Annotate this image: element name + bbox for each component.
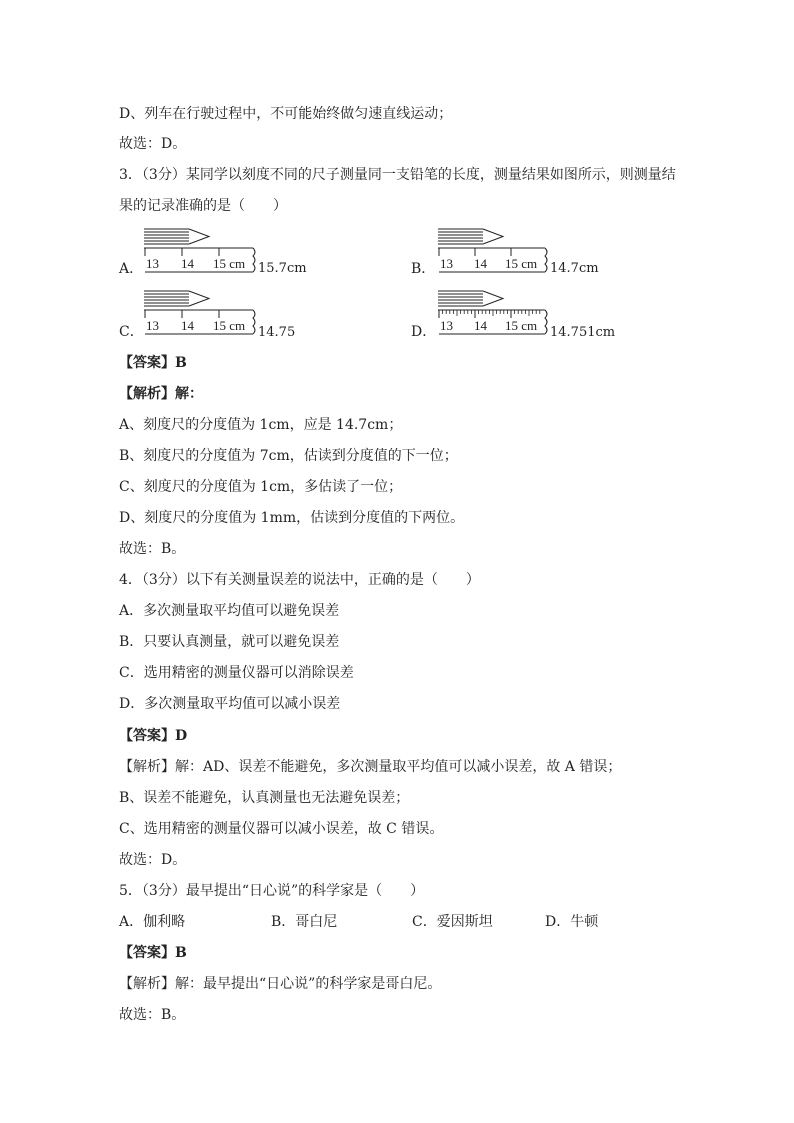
fine-tick-marks: [439, 310, 540, 318]
tick-label: 13: [440, 256, 453, 271]
text-line: D、列车在行驶过程中，不可能始终做匀速直线运动；: [119, 106, 453, 122]
text-line: 故选：D。: [119, 136, 187, 152]
tick-label: 15 cm: [213, 318, 246, 333]
ruler-diagram: [435, 226, 560, 274]
question-3-stem: 3．（3分）某同学以刻度不同的尺子测量同一支铅笔的长度，测量结果如图所示，则测量结: [119, 167, 676, 183]
ruler-diagram: [141, 288, 266, 336]
option-d: D．多次测量取平均值可以减小误差: [119, 696, 341, 712]
option-c: C．爱因斯坦: [412, 914, 493, 930]
tick-label: 15 cm: [505, 318, 538, 333]
text-line: 【解析】解：AD、误差不能避免，多次测量取平均值可以减小误差，故 A 错误；: [119, 759, 622, 775]
question-3-stem: 果的记录准确的是（ ）: [119, 198, 287, 214]
text-line: 故选：B。: [119, 1007, 186, 1023]
figure-b-reading: 14.7cm: [550, 261, 599, 276]
tick-label: 15 cm: [505, 256, 538, 271]
ruler-figure-d: [435, 288, 560, 336]
analysis-label: 【解析】解：: [119, 386, 203, 402]
answer-label: 【答案】B: [119, 355, 187, 371]
tick-label: 15 cm: [213, 256, 246, 271]
figure-b-label: B．: [411, 261, 436, 277]
text-line: C、刻度尺的分度值为 1cm，多估读了一位；: [119, 479, 403, 495]
figure-c-label: C．: [119, 324, 144, 340]
tick-label: 14: [474, 256, 487, 271]
figure-a-reading: 15.7cm: [258, 261, 307, 276]
figure-c-reading: 14.75: [258, 325, 296, 340]
tick-label: 14: [181, 318, 194, 333]
ruler-figure-c: [141, 288, 266, 336]
text-line: C、选用精密的测量仪器可以减小误差，故 C 错误。: [119, 821, 444, 837]
ruler-diagram: [435, 288, 560, 336]
tick-label: 14: [181, 256, 194, 271]
figure-a-label: A．: [119, 261, 144, 277]
answer-label: 【答案】D: [119, 728, 188, 744]
option-a: A．多次测量取平均值可以避免误差: [119, 603, 340, 619]
figure-d-reading: 14.751cm: [550, 325, 616, 340]
figure-d-label: D．: [411, 324, 437, 340]
option-c: C．选用精密的测量仪器可以消除误差: [119, 665, 354, 681]
text-line: 故选：B。: [119, 541, 186, 557]
tick-label: 14: [474, 318, 487, 333]
tick-label: 13: [440, 318, 453, 333]
option-a: A．伽利略: [119, 914, 186, 930]
text-line: 故选：D。: [119, 852, 187, 868]
text-line: 【解析】解：最早提出“日心说”的科学家是哥白尼。: [119, 976, 442, 992]
text-line: B、刻度尺的分度值为 7cm，估读到分度值的下一位；: [119, 448, 458, 464]
option-b: B．只要认真测量，就可以避免误差: [119, 634, 340, 650]
question-4-stem: 4．（3分）以下有关测量误差的说法中，正确的是（ ）: [119, 572, 480, 588]
option-b: B．哥白尼: [271, 914, 338, 930]
ruler-figure-a: [141, 226, 266, 274]
option-d: D．牛顿: [545, 914, 599, 930]
tick-label: 13: [146, 318, 159, 333]
answer-label: 【答案】B: [119, 945, 187, 961]
text-line: D、刻度尺的分度值为 1mm，估读到分度值的下两位。: [119, 510, 465, 526]
ruler-figure-b: [435, 226, 560, 274]
ruler-diagram: [141, 226, 266, 274]
question-5-stem: 5．（3分）最早提出“日心说”的科学家是（ ）: [119, 883, 425, 899]
text-line: B、误差不能避免，认真测量也无法避免误差；: [119, 790, 410, 806]
tick-label: 13: [146, 256, 159, 271]
text-line: A、刻度尺的分度值为 1cm，应是 14.7cm；: [119, 417, 403, 433]
